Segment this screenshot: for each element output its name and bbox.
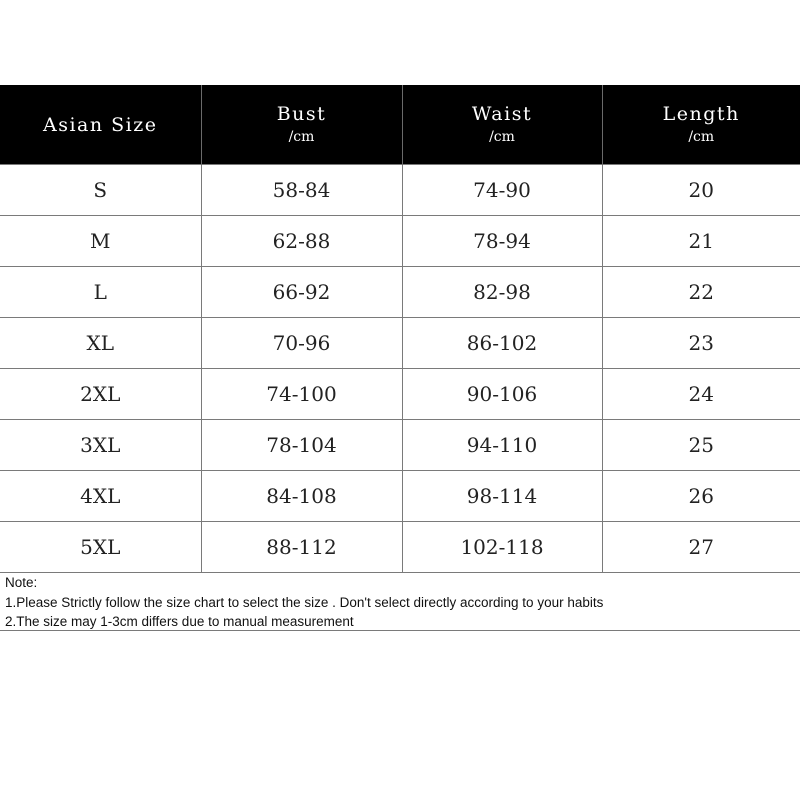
header-row xyxy=(0,85,800,165)
cell-bust: 70-96 xyxy=(201,318,402,369)
table-row xyxy=(0,369,800,420)
header-label: Asian Size xyxy=(43,113,158,136)
cell-bust: 84-108 xyxy=(201,471,402,522)
cell-waist: 90-106 xyxy=(402,369,602,420)
table-row xyxy=(0,522,800,573)
cell-size: 2XL xyxy=(0,369,201,420)
cell-bust: 58-84 xyxy=(201,165,402,216)
header-bust xyxy=(201,85,402,165)
notes-section xyxy=(5,573,795,632)
size-chart-header xyxy=(0,85,800,165)
cell-bust: 88-112 xyxy=(201,522,402,573)
cell-size: 5XL xyxy=(0,522,201,573)
cell-waist: 98-114 xyxy=(402,471,602,522)
cell-length: 25 xyxy=(602,420,800,471)
cell-waist: 78-94 xyxy=(402,216,602,267)
cell-length: 26 xyxy=(602,471,800,522)
table-row xyxy=(0,471,800,522)
cell-bust: 62-88 xyxy=(201,216,402,267)
cell-waist: 82-98 xyxy=(402,267,602,318)
note-line-2: 2.The size may 1-3cm differs due to manual measurement xyxy=(5,614,354,629)
cell-length: 22 xyxy=(602,267,800,318)
note-line-1: 1.Please Strictly follow the size chart to select the size . Don't select directly according to your habits xyxy=(5,594,604,610)
cell-length: 21 xyxy=(602,216,800,267)
cell-waist: 102-118 xyxy=(402,522,602,573)
header-label: Waist xyxy=(471,102,533,125)
table-row xyxy=(0,420,800,471)
header-asian-size xyxy=(0,85,201,165)
cell-size: 4XL xyxy=(0,471,201,522)
cell-size: M xyxy=(0,216,201,267)
table-row xyxy=(0,216,800,267)
header-length xyxy=(602,85,800,165)
cell-size: 3XL xyxy=(0,420,201,471)
size-chart-table xyxy=(0,85,800,573)
size-chart-body xyxy=(0,165,800,573)
cell-waist: 94-110 xyxy=(402,420,602,471)
cell-bust: 78-104 xyxy=(201,420,402,471)
cell-length: 24 xyxy=(602,369,800,420)
header-label: Length xyxy=(662,102,740,125)
table-row xyxy=(0,165,800,216)
cell-bust: 66-92 xyxy=(201,267,402,318)
header-unit: /cm xyxy=(489,128,515,145)
table-row xyxy=(0,318,800,369)
cell-waist: 86-102 xyxy=(402,318,602,369)
notes-title: Note: xyxy=(5,575,38,590)
cell-size: XL xyxy=(0,318,201,369)
header-unit: /cm xyxy=(688,128,715,145)
cell-length: 27 xyxy=(602,522,800,573)
cell-bust: 74-100 xyxy=(201,369,402,420)
cell-size: S xyxy=(0,165,201,216)
header-label: Bust xyxy=(276,102,327,125)
header-unit: /cm xyxy=(288,128,315,145)
cell-length: 20 xyxy=(602,165,800,216)
cell-size: L xyxy=(0,267,201,318)
cell-waist: 74-90 xyxy=(402,165,602,216)
header-waist xyxy=(402,85,602,165)
divider xyxy=(0,630,800,631)
table-row xyxy=(0,267,800,318)
cell-length: 23 xyxy=(602,318,800,369)
